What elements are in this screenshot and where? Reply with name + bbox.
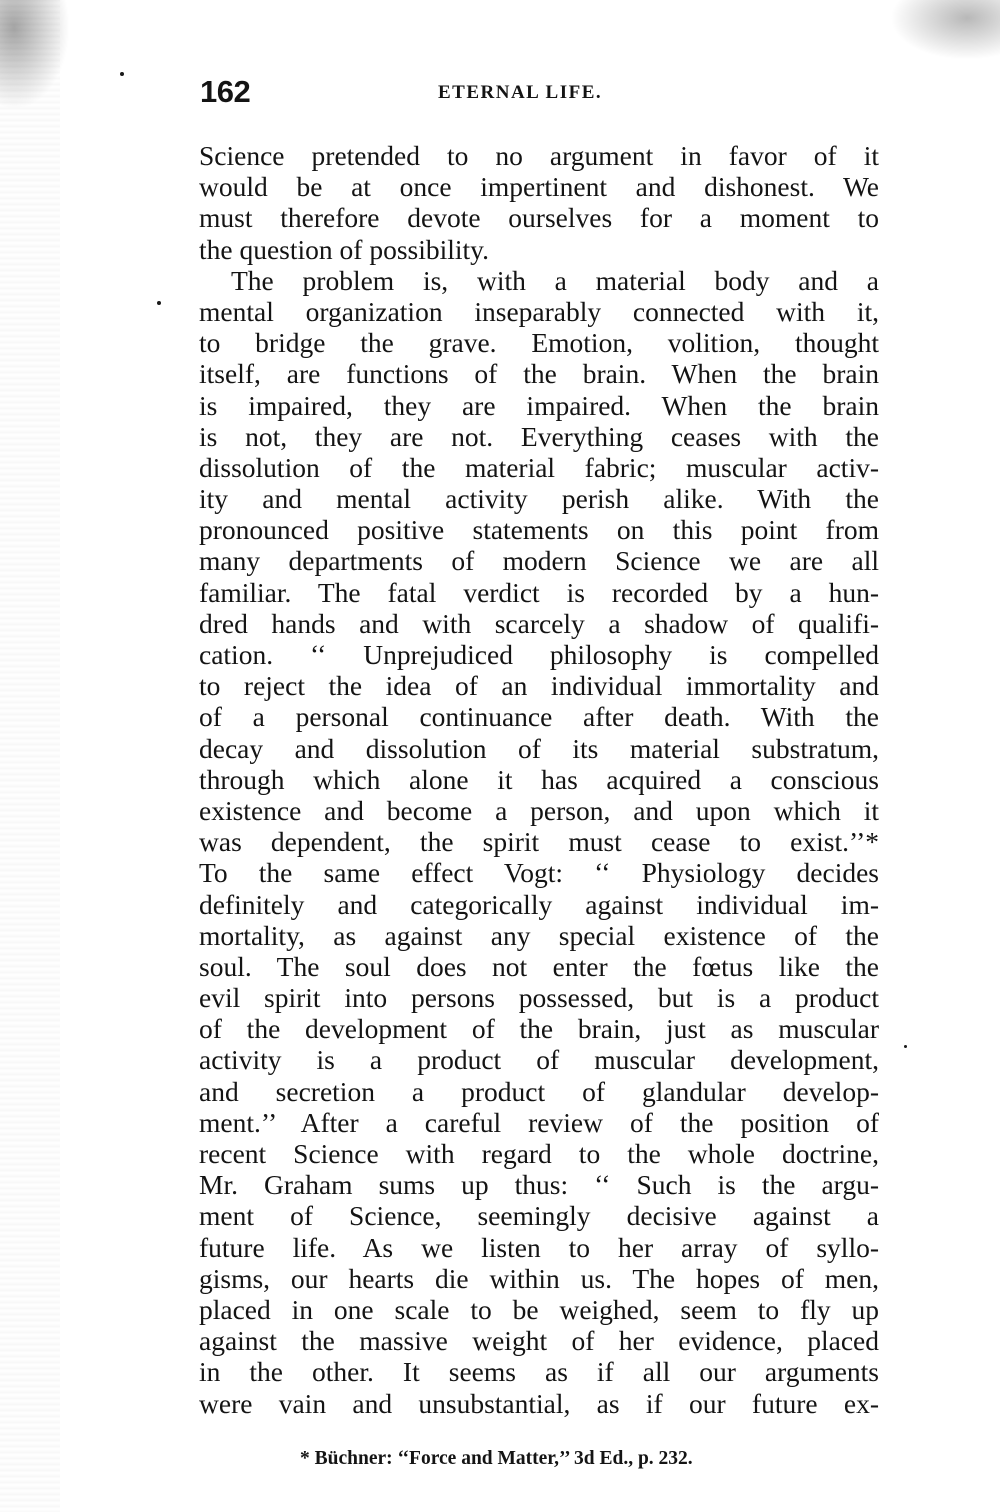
scan-corner-speckle-right [890,0,1000,60]
scan-speck [157,301,161,305]
page-number: 162 [200,74,251,109]
text-line: the question of possibility. [199,233,490,265]
text-line: ment.’’ After a careful review of the position of [199,1106,879,1138]
body-text [199,140,879,1419]
text-line: The problem is, with a material body and a [231,264,879,296]
text-line: would be at once impertinent and dishonest. We [199,171,879,203]
text-line: evil spirit into persons possessed, but is a product [199,982,879,1014]
text-line: must therefore devote ourselves for a moment to [199,202,879,234]
text-line: recent Science with regard to the whole doctrine, [199,1138,879,1169]
text-line: against the massive weight of her evidence, placed [199,1325,879,1357]
text-line: mental organization inseparably connected with it, [199,295,879,327]
text-line: To the same effect Vogt: ‘‘ Physiology decides [199,857,879,889]
text-line: definitely and categorically against individual im- [199,888,879,920]
text-line: decay and dissolution of its material substratum, [199,732,879,764]
scan-edge-shadow [0,0,60,1512]
text-line: and secretion a product of glandular develop- [199,1075,879,1107]
text-line: to bridge the grave. Emotion, volition, thought [199,327,879,359]
text-line: was dependent, the spirit must cease to exist.’’* [199,826,879,858]
text-line: itself, are functions of the brain. When the brain [199,358,879,390]
running-head [200,68,880,108]
running-title: ETERNAL LIFE. [438,82,603,103]
text-line: many departments of modern Science we are all [199,545,879,577]
text-line: soul. The soul does not enter the fœtus like the [199,950,879,982]
text-line: dissolution of the material fabric; muscular activ- [199,451,879,483]
text-line: activity is a product of muscular development, [199,1044,879,1076]
text-line: cation. ‘‘ Unprejudiced philosophy is compelled [199,639,879,670]
footnote: * Büchner: ‘‘Force and Matter,’’ 3d Ed., p. 232. [300,1448,693,1469]
text-line: to reject the idea of an individual immortality and [199,670,879,702]
scan-speck [120,72,124,76]
text-line: is impaired, they are impaired. When the brain [199,389,879,421]
text-line: ment of Science, seemingly decisive against a [199,1200,879,1232]
text-line: dred hands and with scarcely a shadow of qualifi- [199,607,879,639]
scan-corner-speckle-left [0,0,70,110]
text-line: gisms, our hearts die within us. The hopes of men, [199,1262,879,1294]
text-line: were vain and unsubstantial, as if our future ex- [199,1387,879,1419]
text-line: placed in one scale to be weighed, seem to fly up [199,1293,879,1325]
scan-speck [904,1045,907,1048]
text-line: through which alone it has acquired a conscious [199,763,879,795]
text-line: pronounced positive statements on this point from [199,514,879,546]
text-line: Mr. Graham sums up thus: ‘‘ Such is the argu- [199,1169,879,1201]
text-line: is not, they are not. Everything ceases with the [199,420,879,452]
text-line: familiar. The fatal verdict is recorded by a hun- [199,576,879,608]
text-line: ity and mental activity perish alike. With the [199,483,879,515]
text-line: in the other. It seems as if all our arguments [199,1356,879,1388]
text-line: existence and become a person, and upon which it [199,794,879,826]
text-line: of the development of the brain, just as muscular [199,1013,879,1045]
text-line: Science pretended to no argument in favor of it [199,140,879,171]
text-line: of a personal continuance after death. With the [199,701,879,733]
text-line: future life. As we listen to her array of syllo- [199,1231,879,1263]
text-line: mortality, as against any special existence of the [199,919,879,951]
